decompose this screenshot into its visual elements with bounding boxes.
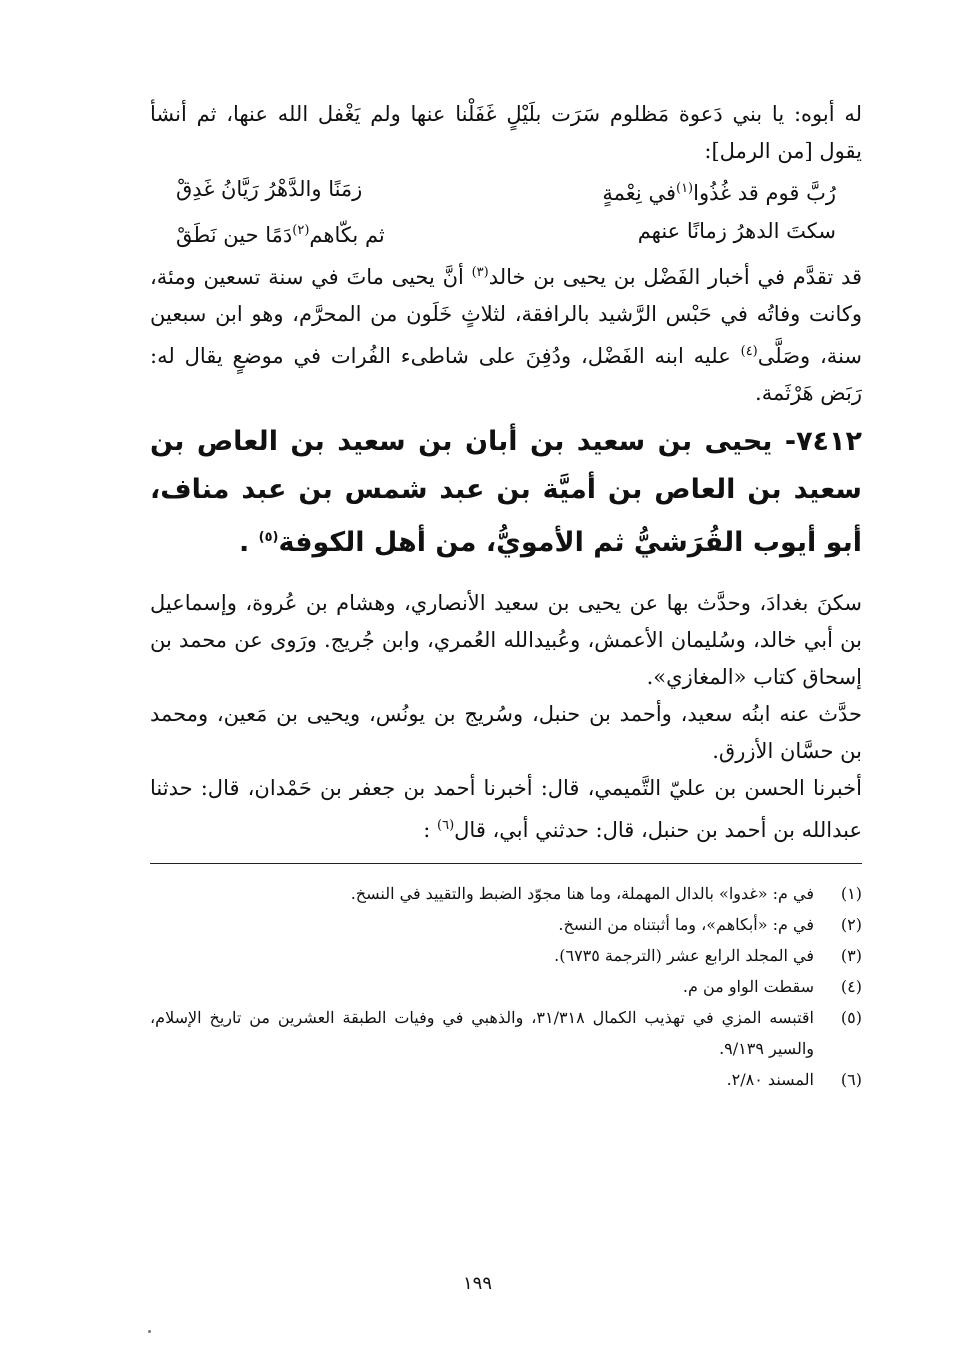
footnote-ref-1: (١)	[675, 181, 694, 196]
verse-2-text-b1: ثم بكّاهم	[309, 223, 385, 247]
entry-heading-text: ٧٤١٢- يحيى بن سعيد بن أبان بن سعيد بن العاص بن سعيد بن العاص بن أميَّة بن عبد شمس بن عبد مناف، أبو أيوب القُرَشيُّ ثم الأمويُّ، من أهل الكوفة	[150, 426, 862, 558]
footnote-text: في م: «أبكاهم»، وما أثبتناه من النسخ.	[558, 915, 814, 934]
paragraph-students	[150, 696, 862, 770]
footnote-ref-3: (٣)	[471, 265, 489, 280]
footnote-text: في المجلد الرابع عشر (الترجمة ٦٧٣٥).	[554, 946, 814, 965]
verse-2-second-hemistich	[176, 212, 385, 254]
paragraph-5-text: أخبرنا الحسن بن عليّ التَّميمي، قال: أخبرنا أحمد بن جعفر بن حَمْدان، قال: حدثنا عبدالله بن أحمد بن حنبل، قال: حدثني أبي، قال	[150, 776, 862, 842]
paragraph-residence	[150, 585, 862, 696]
footnote-number: (١)	[840, 884, 862, 903]
paragraph-isnad	[150, 770, 862, 849]
footnote-item	[150, 1002, 862, 1064]
page-body	[150, 96, 862, 1095]
verse-2-first-hemistich: سكتَ الدهرُ زمانًا عنهم	[637, 219, 836, 243]
footnote-item	[150, 1064, 862, 1095]
footnote-item	[150, 909, 862, 940]
entry-heading	[150, 418, 862, 567]
footnote-number: (٥)	[840, 1008, 862, 1027]
entry-heading-end: .	[238, 527, 259, 558]
paragraph-2-text-c: عليه ابنه الفَضْل، ودُفِنَ على شاطىء الفُرات في موضعٍ يقال له: رَبَض هَرْثَمة.	[150, 344, 862, 405]
footnote-ref-5: (٥)	[258, 530, 279, 545]
footnote-number: (٢)	[840, 915, 862, 934]
paragraph-4-text: حدَّث عنه ابنُه سعيد، وأحمد بن حنبل، وسُريج بن يونُس، ويحيى بن مَعين، ومحمد بن حسَّان الأزرق.	[150, 702, 862, 763]
paragraph-intro-text: له أبوه: يا بني دَعوة مَظلوم سَرَت بلَيْلٍ غَفَلْنا عنها ولم يَغْفل الله عنها، ثم أنشأ يقول [من الرمل]:	[150, 102, 862, 163]
paragraph-yahya-death	[150, 254, 862, 412]
verse-1-first-hemistich	[602, 170, 836, 212]
scan-speck	[148, 1330, 151, 1333]
paragraph-2-text-a: قد تقدَّم في أخبار الفَضْل بن يحيى بن خالد	[488, 265, 863, 289]
paragraph-intro	[150, 96, 862, 170]
verse-2-text-b2: دَمًا حين نَطَقْ	[176, 223, 293, 247]
footnote-text: المسند ٢/٨٠.	[726, 1070, 814, 1089]
footnote-ref-6: (٦)	[437, 818, 455, 833]
footnote-item	[150, 878, 862, 909]
footnote-text: في م: «غدوا» بالدال المهملة، وما هنا مجوّد الضبط والتقييد في النسخ.	[350, 884, 814, 903]
footnote-text: سقطت الواو من م.	[682, 977, 814, 996]
page-number: ١٩٩	[462, 1273, 492, 1294]
paragraph-5-end: :	[423, 818, 438, 842]
footnote-number: (٦)	[840, 1070, 862, 1089]
verse-1-text-a2: في نِعْمةٍ	[602, 181, 676, 205]
footnotes	[150, 878, 862, 1095]
paragraph-3-text: سكنَ بغدادَ، وحدَّث بها عن يحيى بن سعيد الأنصاري، وهشام بن عُروة، وإسماعيل بن أبي خالد، وسُليمان الأعمش، وعُبيدالله العُمري، وابن جُريج. ورَوى عن محمد بن إسحاق كتاب «المغازي».	[150, 591, 862, 689]
footnote-item	[150, 971, 862, 1002]
footnote-item	[150, 940, 862, 971]
verse-line-2	[176, 212, 836, 254]
verse-1-text-a: رُبَّ قوم قد غُذُوا	[693, 181, 836, 205]
footnote-number: (٤)	[840, 977, 862, 996]
verse-1-second-hemistich: زمَنًا والدَّهْرُ رَيَّانُ غَدِقْ	[176, 177, 363, 201]
verse-line-1	[176, 170, 836, 212]
footnote-text: اقتبسه المزي في تهذيب الكمال ٣١/٣١٨، والذهبي في وفيات الطبقة العشرين من تاريخ الإسلام، والسير ٩/١٣٩.	[150, 1008, 815, 1058]
footnote-number: (٣)	[840, 946, 862, 965]
footnote-ref-2: (٢)	[292, 223, 310, 238]
footnote-divider	[150, 863, 862, 864]
paragraph-2-text-b: أنَّ يحيى ماتَ في سنة تسعين ومئة، وكانت وفاتُه في حَبْس الرَّشيد بالرافقة، لثلاثٍ خَلَون من المحرَّم، وهو ابن سبعين سنة، وصَلَّى	[150, 265, 862, 368]
footnote-ref-4: (٤)	[740, 344, 758, 359]
